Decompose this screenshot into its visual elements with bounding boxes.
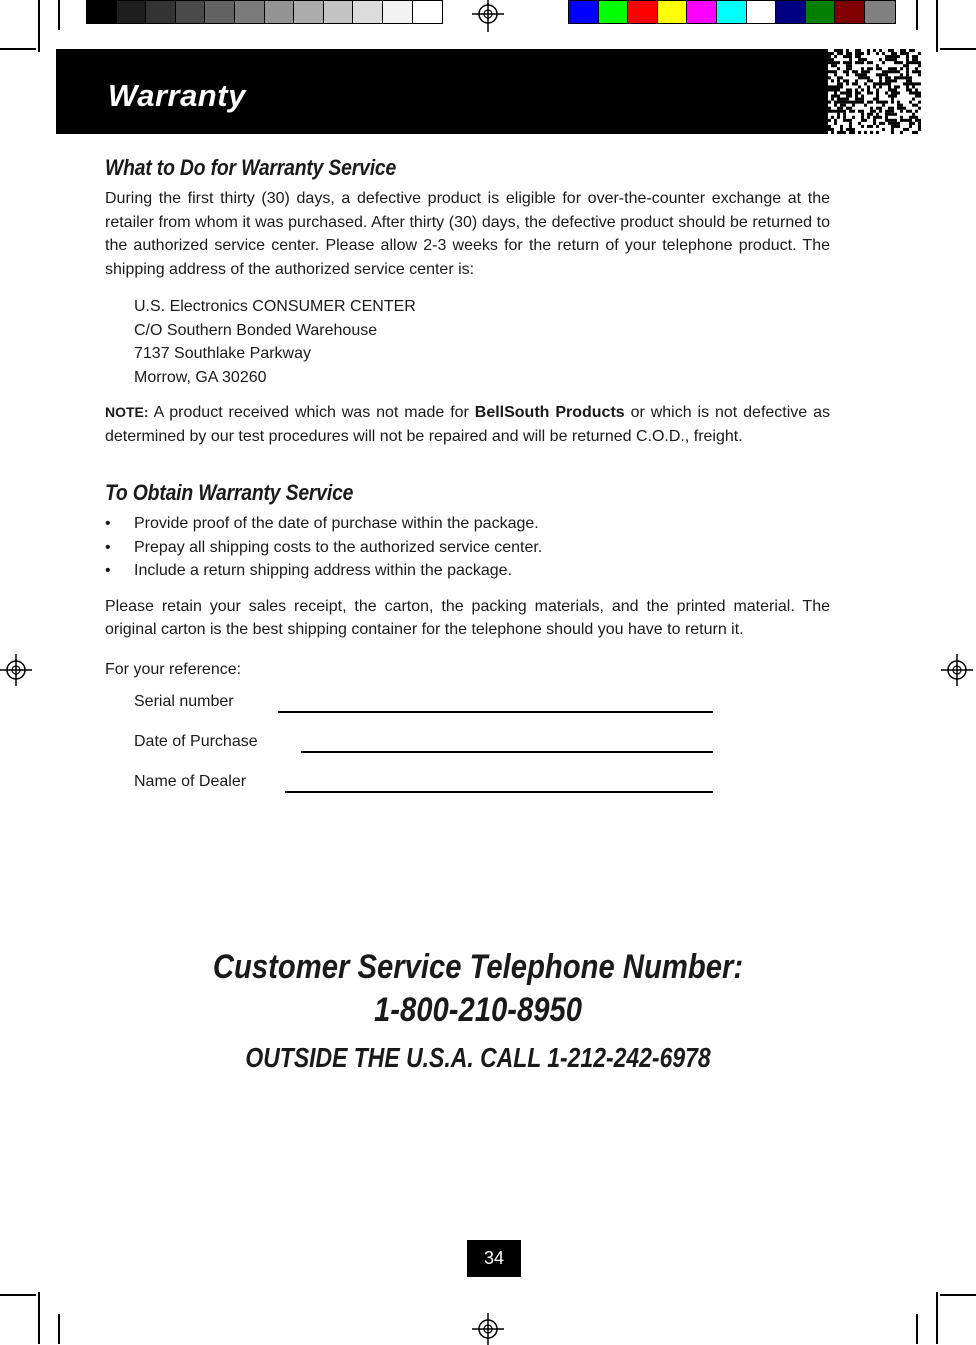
reference-intro: For your reference: <box>105 660 242 678</box>
calibration-swatch <box>383 1 413 23</box>
field-label: Name of Dealer <box>134 773 247 790</box>
crop-mark <box>916 0 918 30</box>
address-line: U.S. Electronics CONSUMER CENTER <box>134 298 416 315</box>
note-text: or which is not defective as determined by our test procedures will not be repaired and will be returned C.O.D., freight. <box>105 404 830 445</box>
crop-mark <box>916 1314 918 1344</box>
calibration-swatch <box>353 1 383 23</box>
registration-mark-icon <box>472 0 504 32</box>
calibration-swatch <box>628 1 658 23</box>
obtain-list <box>105 512 830 583</box>
crop-mark <box>0 48 36 50</box>
field-label: Date of Purchase <box>134 733 258 750</box>
grayscale-calibration-strip <box>86 0 443 24</box>
outside-usa-phone: OUTSIDE THE U.S.A. CALL 1-212-242-6978 <box>245 1042 711 1073</box>
note-paragraph <box>105 401 830 448</box>
calibration-swatch <box>205 1 235 23</box>
calibration-swatch <box>87 1 117 23</box>
calibration-swatch <box>717 1 747 23</box>
note-text: A product received which was not made for <box>148 404 475 421</box>
serial-number-field[interactable] <box>105 693 830 733</box>
calibration-swatch <box>294 1 324 23</box>
crop-mark <box>58 1314 60 1344</box>
brand-name: BellSouth Products <box>474 404 625 421</box>
customer-service-block <box>0 948 976 1074</box>
service-paragraph: During the first thirty (30) days, a defective product is eligible for over-the-counter exchange at the retailer from whom it was purchased. After thirty (30) days, the defective product should be returned to the authorized service center. Please allow 2-3 weeks for the return of your telephone product. The shipping address of the authorized service center is: <box>105 190 830 278</box>
field-label: Serial number <box>134 693 234 710</box>
note-label: NOTE: <box>105 404 149 420</box>
bullet-icon: • <box>105 515 111 532</box>
list-item: • Provide proof of the date of purchase within the package. <box>105 512 830 536</box>
obtain-heading: To Obtain Warranty Service <box>105 480 354 505</box>
crop-mark <box>940 1294 976 1296</box>
date-of-purchase-field[interactable] <box>105 733 830 773</box>
address-line: 7137 Southlake Parkway <box>134 345 311 362</box>
crop-mark <box>58 0 60 30</box>
address-line: Morrow, GA 30260 <box>134 368 267 386</box>
crop-mark <box>936 0 938 52</box>
list-item: • Include a return shipping address within the package. <box>105 559 830 583</box>
registration-mark-icon <box>941 654 973 686</box>
blank-line <box>301 751 713 753</box>
bullet-icon: • <box>105 538 111 556</box>
page-number: 34 <box>467 1240 521 1277</box>
calibration-swatch <box>687 1 717 23</box>
crop-mark <box>38 1292 40 1344</box>
calibration-swatch <box>658 1 688 23</box>
blank-line <box>285 791 713 793</box>
calibration-swatch <box>806 1 836 23</box>
bullet-icon: • <box>105 562 111 579</box>
calibration-swatch <box>599 1 629 23</box>
calibration-swatch <box>835 1 865 23</box>
address-line: C/O Southern Bonded Warehouse <box>134 321 378 339</box>
barcode-icon <box>828 49 921 134</box>
customer-service-title: Customer Service Telephone Number: <box>212 948 744 986</box>
calibration-swatch <box>117 1 147 23</box>
name-of-dealer-field[interactable] <box>105 773 830 813</box>
crop-mark <box>936 1292 938 1344</box>
crop-mark <box>940 48 976 50</box>
crop-mark <box>0 1294 36 1296</box>
calibration-swatch <box>146 1 176 23</box>
service-address <box>134 295 830 389</box>
calibration-swatch <box>176 1 206 23</box>
warranty-content <box>105 155 830 813</box>
customer-service-phone: 1-800-210-8950 <box>373 991 583 1029</box>
color-calibration-strip <box>568 0 896 24</box>
service-heading: What to Do for Warranty Service <box>105 155 397 180</box>
registration-mark-icon <box>472 1313 504 1345</box>
calibration-swatch <box>265 1 295 23</box>
list-item: • Prepay all shipping costs to the authorized service center. <box>105 536 830 560</box>
calibration-swatch <box>235 1 265 23</box>
reference-fields <box>105 693 830 813</box>
calibration-swatch <box>324 1 354 23</box>
calibration-swatch <box>865 1 895 23</box>
registration-mark-icon <box>0 654 32 686</box>
calibration-swatch <box>413 1 443 23</box>
page-title: Warranty <box>108 78 246 113</box>
blank-line <box>278 711 713 713</box>
calibration-swatch <box>747 1 777 23</box>
calibration-swatch <box>569 1 599 23</box>
retain-paragraph: Please retain your sales receipt, the carton, the packing materials, and the printed material. The original carton is the best shipping container for the telephone should you have to return it. <box>105 597 830 638</box>
crop-mark <box>38 0 40 52</box>
calibration-swatch <box>776 1 806 23</box>
